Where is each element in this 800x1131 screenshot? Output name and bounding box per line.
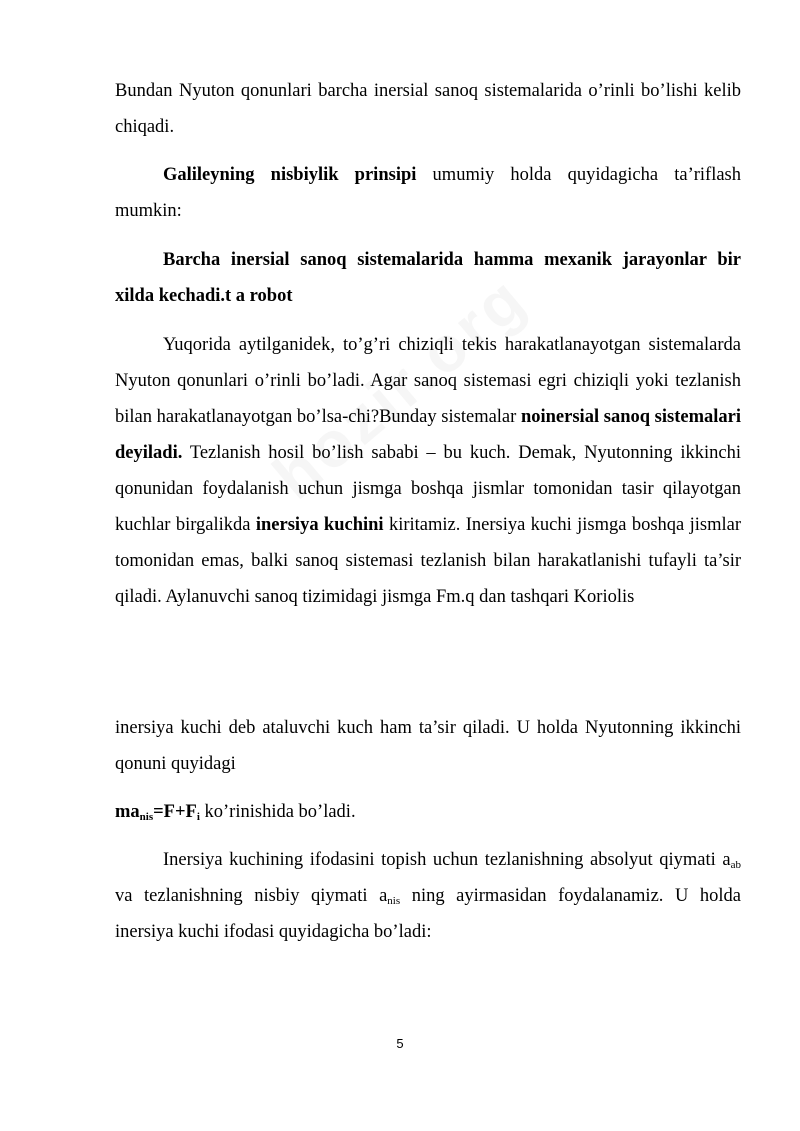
term-noninertial-frames: noinersial sanoq sistemalari deyiladi. xyxy=(115,407,741,463)
equation-rhs: =F+F xyxy=(153,802,197,822)
paragraph-6-text-1: Inersiya kuchining ifodasini topish uchun tezlanishning absolyut qiymati a xyxy=(163,850,731,870)
paragraph-5: inersiya kuchi deb ataluvchi kuch ham ta’sir qiladi. U holda Nyutonning ikkinchi qonuni quyidagi xyxy=(115,718,741,774)
paragraph-4 xyxy=(115,327,741,615)
equation-ma-text: ma xyxy=(115,802,140,822)
newton-equation xyxy=(115,794,741,830)
equation-ma-subscript: nis xyxy=(139,811,154,823)
principle-statement: Barcha inersial sanoq sistemalarida hamma mexanik jarayonlar bir xilda kechadi.t a robot xyxy=(115,250,741,306)
subscript-nis: nis xyxy=(387,895,401,907)
equation-tail-text: ko’rinishida bo’ladi. xyxy=(199,802,356,822)
paragraph-6-text-2: va tezlanishning nisbiy qiymati a xyxy=(115,886,388,906)
paragraph-2-text: umumiy holda quyidagicha ta’riflash mumkin: xyxy=(115,165,741,221)
paragraph-4-text-3: kiritamiz. Inersiya kuchi jismga boshqa jismlar tomonidan emas, balki sanoq sistemasi tezlanish bilan harakatlanishi tufayli ta’sir qiladi. Aylanuvchi sanoq tizimidagi jismga Fm.q dan tashqari Koriolis xyxy=(115,515,741,607)
equation-ma xyxy=(115,802,200,822)
page-number: 5 xyxy=(396,1036,404,1051)
term-galilean-relativity: Galileyning nisbiylik prinsipi xyxy=(163,165,417,185)
term-inertia-force: inersiya kuchini xyxy=(255,515,384,535)
paragraph-1: Bundan Nyuton qonunlari barcha inersial sanoq sistemalarida o’rinli bo’lishi kelib chiqadi. xyxy=(115,81,741,137)
paragraph-6-text-3: ning ayirmasidan foydalanamiz. U holda inersiya kuchi ifodasi quyidagicha bo’ladi: xyxy=(115,886,741,942)
equation-f-subscript: i xyxy=(196,811,200,823)
paragraph-4-text-2: Tezlanish hosil bo’lish sababi – bu kuch. Demak, Nyutonning ikkinchi qonunidan foydalanish uchun jismga boshqa jismlar tomonidan tasir qilayotgan kuchlar birgalikda xyxy=(115,443,741,535)
paragraph-4-text-1: Yuqorida aytilganidek, to’g’ri chiziqli tekis harakatlanayotgan sistemalarda Nyuton qonunlari o’rinli bo’ladi. Agar sanoq sistemasi egri chiziqli yoki tezlanish bilan harakatlanayotgan bo’lsa-chi?Bunday sistemalar xyxy=(115,335,741,427)
subscript-ab: ab xyxy=(730,859,741,871)
paragraph-6 xyxy=(115,842,741,950)
paragraph-2 xyxy=(115,157,741,229)
